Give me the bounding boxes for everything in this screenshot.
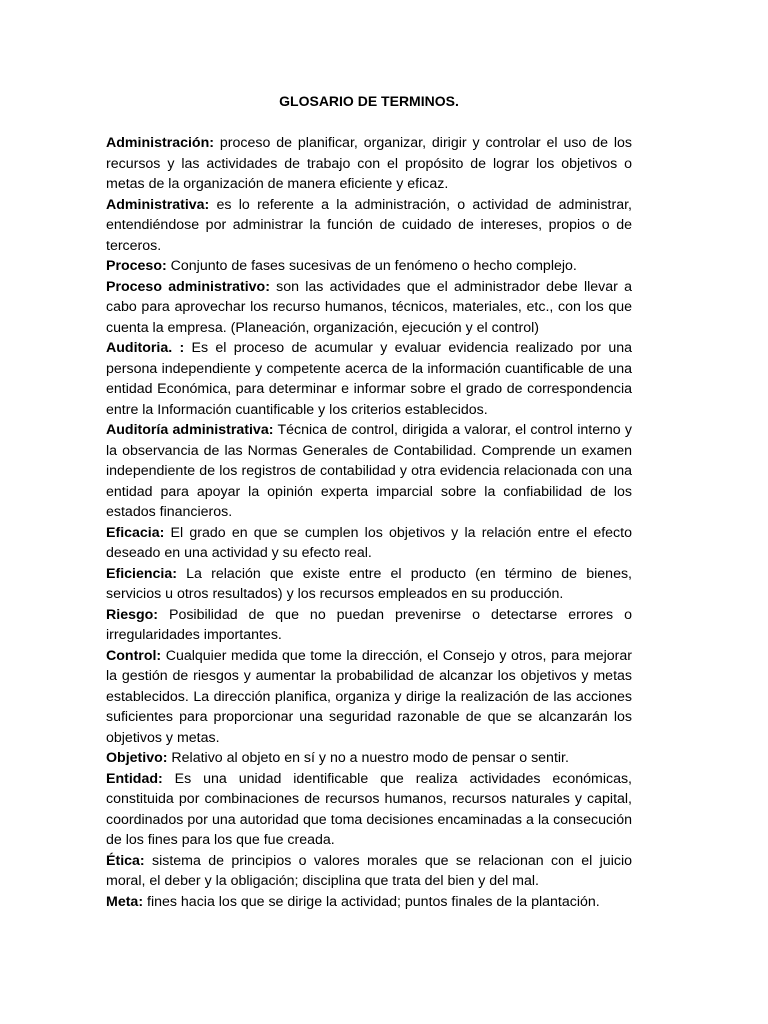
glossary-term: Eficiencia:	[106, 565, 177, 582]
glossary-term: Eficacia:	[106, 524, 165, 541]
glossary-term: Meta:	[106, 893, 144, 910]
glossary-entry-objetivo	[106, 748, 632, 769]
glossary-term: Objetivo:	[106, 750, 168, 766]
glossary-entry-proceso	[106, 256, 632, 277]
glossary-entry-entidad	[106, 769, 632, 851]
glossary-entry-eficacia	[106, 523, 632, 564]
glossary-definition: fines hacia los que se dirige la actividad; puntos finales de la plantación.	[143, 893, 600, 910]
glossary-entry-etica	[106, 851, 632, 892]
glossary-term: Administración:	[106, 135, 214, 151]
glossary-term: Administrativa:	[106, 196, 210, 213]
glossary-definition: son las actividades que el administrador debe llevar a cabo para aprovechar los recurso humanos, técnicos, materiales, etc., con los que cuenta la empresa. (Planeación, organización, ejecución y el control)	[106, 278, 632, 336]
glossary-term: Proceso:	[106, 258, 167, 274]
glossary-definition: El grado en que se cumplen los objetivos y la relación entre el efecto deseado en una actividad y su efecto real.	[106, 524, 632, 561]
glossary-entry-auditoria-administrativa	[106, 420, 632, 523]
glossary-entry-riesgo	[106, 605, 632, 646]
glossary-term: Auditoría administrativa:	[106, 422, 274, 438]
glossary-term: Riesgo:	[106, 606, 159, 623]
glossary-entry-meta	[106, 892, 632, 913]
glossary-definition: Es el proceso de acumular y evaluar evidencia realizado por una persona independiente y competente acerca de la información cuantificable de una entidad Económica, para determinar e informar sobre el grado de correspondencia entre la Información cuantificable y los criterios establecidos.	[106, 340, 632, 418]
glossary-definition: es lo referente a la administración, o actividad de administrar, entendiéndose por administrar la función de cuidado de intereses, propios o de terceros.	[106, 196, 632, 254]
glossary-entry-eficiencia	[106, 564, 632, 605]
glossary-term: Proceso administrativo:	[106, 278, 270, 295]
glossary-entry-auditoria	[106, 338, 632, 420]
glossary-entry-proceso-administrativo	[106, 277, 632, 339]
glossary-term: Ética:	[106, 852, 145, 869]
glossary-definition: Relativo al objeto en sí y no a nuestro modo de pensar o sentir.	[167, 750, 569, 766]
glossary-term: Auditoria. :	[106, 340, 185, 356]
glossary-entry-administrativa	[106, 195, 632, 257]
glossary-entry-control	[106, 646, 632, 749]
glossary-entry-administracion	[106, 133, 632, 195]
glossary-definition: Técnica de control, dirigida a valorar, el control interno y la observancia de las Normas Generales de Contabilidad. Comprende un examen independiente de los registros de contabilidad y otra evidencia relacionada con una entidad para apoyar la opinión experta imparcial sobre la confiabilidad de los estados financieros.	[106, 422, 632, 520]
document-title: GLOSARIO DE TERMINOS.	[279, 93, 459, 109]
glossary-definition: sistema de principios o valores morales que se relacionan con el juicio moral, el deber y la obligación; disciplina que trata del bien y del mal.	[106, 852, 632, 889]
glossary-definition: Conjunto de fases sucesivas de un fenómeno o hecho complejo.	[166, 258, 577, 274]
glossary-definition: Cualquier medida que tome la dirección, el Consejo y otros, para mejorar la gestión de riesgos y aumentar la probabilidad de alcanzar los objetivos y metas establecidos. La dirección planifica, organiza y dirige la realización de las acciones suficientes para proporcionar una seguridad razonable de que se alcanzarán los objetivos y metas.	[106, 647, 632, 746]
glossary-definition: proceso de planificar, organizar, dirigir y controlar el uso de los recursos y las actividades de trabajo con el propósito de lograr los objetivos o metas de la organización de manera eficiente y eficaz.	[106, 135, 632, 192]
document-page	[106, 91, 632, 912]
glossary-definition: La relación que existe entre el producto (en término de bienes, servicios u otros resultados) y los recursos empleados en su producción.	[106, 565, 632, 602]
glossary-term: Entidad:	[106, 770, 163, 787]
glossary-term: Control:	[106, 647, 162, 664]
glossary-definition: Es una unidad identificable que realiza actividades económicas, constituida por combinaciones de recursos humanos, recursos naturales y capital, coordinados por una autoridad que toma decisiones encaminadas a la consecución de los fines para los que fue creada.	[106, 770, 632, 848]
glossary-definition: Posibilidad de que no puedan prevenirse o detectarse errores o irregularidades importantes.	[106, 606, 632, 643]
